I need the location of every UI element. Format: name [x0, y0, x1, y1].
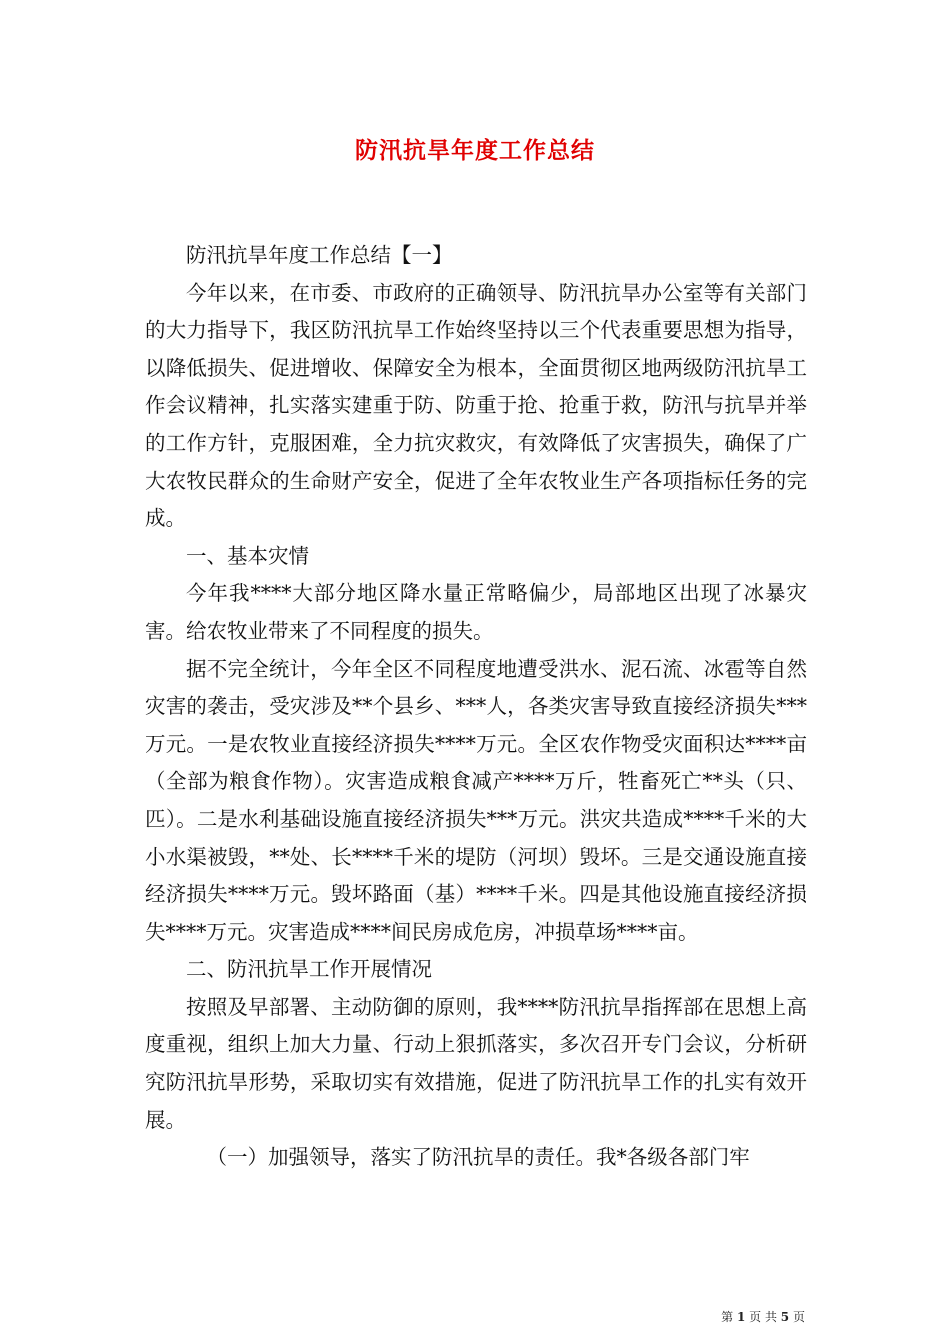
sub-section-heading: （一）加强领导，落实了防汛抗旱的责任。我*各级各部门牢 [206, 1145, 750, 1170]
footer-suffix: 页 [792, 1310, 805, 1324]
body-paragraph: 今年以来，在市委、市政府的正确领导、防汛抗旱办公室等有关部门的大力指导下，我区防汛抗旱工作始终坚持以三个代表重要思想为指导，以降低损失、促进增收、保障安全为根本，全面贯彻区地两级防汛抗旱工作会议精神，扎实落实建重于防、防重于抢、抢重于救，防汛与抗旱并举的工作方针，克服困难，全力抗灾救灾，有效降低了灾害损失，确保了广大农牧民群众的生命财产安全，促进了全年农牧业生产各项指标任务的完成。 [145, 280, 807, 531]
document-body [145, 237, 807, 1177]
document-title: 防汛抗旱年度工作总结 [355, 137, 595, 164]
footer-total-pages: 5 [780, 1310, 790, 1324]
section-heading: 一、基本灾情 [186, 543, 309, 568]
footer-middle: 页 共 [749, 1310, 777, 1324]
body-paragraph: 今年我****大部分地区降水量正常略偏少，局部地区出现了冰暴灾害。给农牧业带来了不同程度的损失。 [145, 581, 807, 643]
section-heading: 防汛抗旱年度工作总结【一】 [186, 243, 453, 267]
footer-current-page: 1 [736, 1310, 746, 1324]
section-heading: 二、防汛抗旱工作开展情况 [186, 957, 432, 982]
body-paragraph: 按照及早部署、主动防御的原则，我****防汛抗旱指挥部在思想上高度重视，组织上加大力量、行动上狠抓落实，多次召开专门会议，分析研究防汛抗旱形势，采取切实有效措施，促进了防汛抗旱工作的扎实有效开展。 [145, 994, 807, 1132]
body-paragraph: 据不完全统计，今年全区不同程度地遭受洪水、泥石流、冰雹等自然灾害的袭击，受灾涉及**个县乡、***人，各类灾害导致直接经济损失***万元。一是农牧业直接经济损失****万元。全区农作物受灾面积达****亩（全部为粮食作物）。灾害造成粮食减产****万斤，牲畜死亡**头（只、匹）。二是水利基础设施直接经济损失***万元。洪灾共造成****千米的大小水渠被毁，**处、长****千米的堤防（河坝）毁坏。三是交通设施直接经济损失****万元。毁坏路面（基）****千米。四是其他设施直接经济损失****万元。灾害造成****间民房成危房，冲损草场****亩。 [145, 656, 807, 944]
page-number-footer [721, 1308, 805, 1325]
footer-prefix: 第 [721, 1310, 734, 1324]
